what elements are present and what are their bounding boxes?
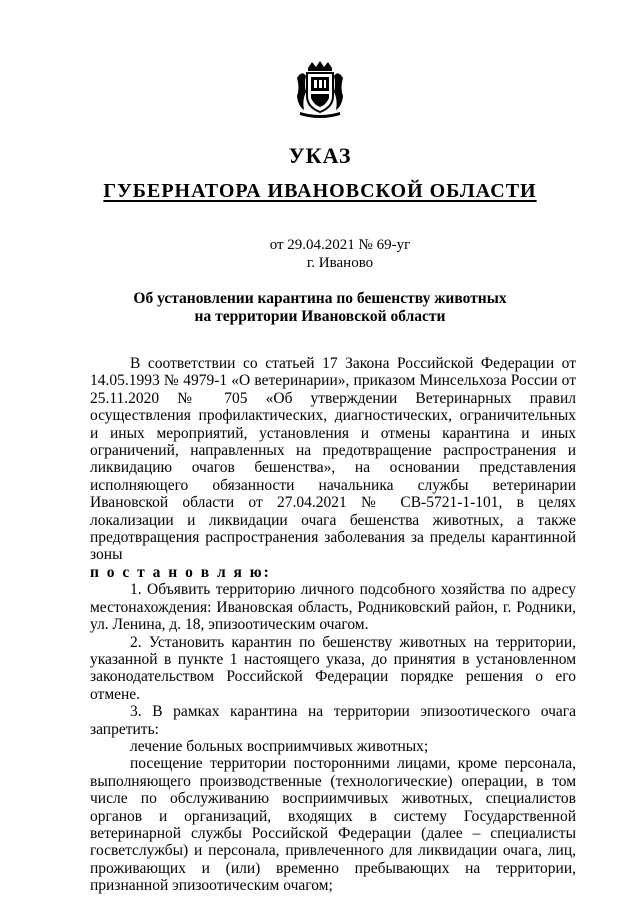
item-2: 2. Установить карантин по бешенству животных на территории, указанной в пункте 1 настоящего указа, до принятия в установленном законодательством Российской Федерации порядке решения о его отмене. xyxy=(90,633,576,703)
coat-of-arms-icon xyxy=(294,60,346,120)
decree-word: п о с т а н о в л я ю: xyxy=(90,563,271,581)
preamble-paragraph xyxy=(90,355,576,581)
subject-line-2: на территории Ивановской области xyxy=(194,308,446,325)
document-meta xyxy=(0,236,640,272)
preamble-text: В соответствии со статьей 17 Закона Российской Федерации от 14.05.1993 № 4979-1 «О ветеринарии», приказом Минсельхоза России от 25.11.2020 № 705 «Об утверждении Ветеринарных правил осуществления профилактических, диагностических, ограничительных и иных мероприятий, установления и отмены карантина и иных ограничений, направленных на предотвращение распространения и ликвидацию очагов бешенства», на основании представления исполняющего обязанности начальника службы ветеринарии Ивановской области от 27.04.2021 № СВ-5721-1-101, в целях локализации и ликвидации очага бешенства животных, а также предотвращения распространения заболевания за пределы карантинной зоны xyxy=(90,355,576,564)
item-3: 3. В рамках карантина на территории эпизоотического очага запретить: xyxy=(90,703,576,738)
date-number: от 29.04.2021 № 69-уг xyxy=(269,237,411,253)
item-3-subitem-a: лечение больных восприимчивых животных; xyxy=(130,737,429,755)
subject-line-1: Об установлении карантина по бешенству животных xyxy=(133,290,507,307)
document-type: УКАЗ xyxy=(288,143,352,168)
document-body xyxy=(90,355,576,895)
city: г. Иваново xyxy=(306,255,374,271)
document-subject xyxy=(0,290,640,326)
issuer-title xyxy=(0,180,640,203)
item-3-subitem-b: посещение территории посторонними лицами, кроме персонала, выполняющего производственные (технологические) операции, в том числе по обслуживанию восприимчивых животных, специалистов органов и организаций, входящих в систему Государственной ветеринарной службы Российской Федерации (далее – специалисты госветслужбы) и персонала, привлеченного для ликвидации очага, лиц, проживающих и (или) временно пребывающих на территории, признанной эпизоотическим очагом; xyxy=(90,755,576,895)
issuer-text: ГУБЕРНАТОРА ИВАНОВСКОЙ ОБЛАСТИ xyxy=(103,180,537,202)
item-1: 1. Объявить территорию личного подсобного хозяйства по адресу местонахождения: Ивановская область, Родниковский район, г. Родники, ул. Ленина, д. 18, эпизоотическим очагом. xyxy=(90,581,576,634)
